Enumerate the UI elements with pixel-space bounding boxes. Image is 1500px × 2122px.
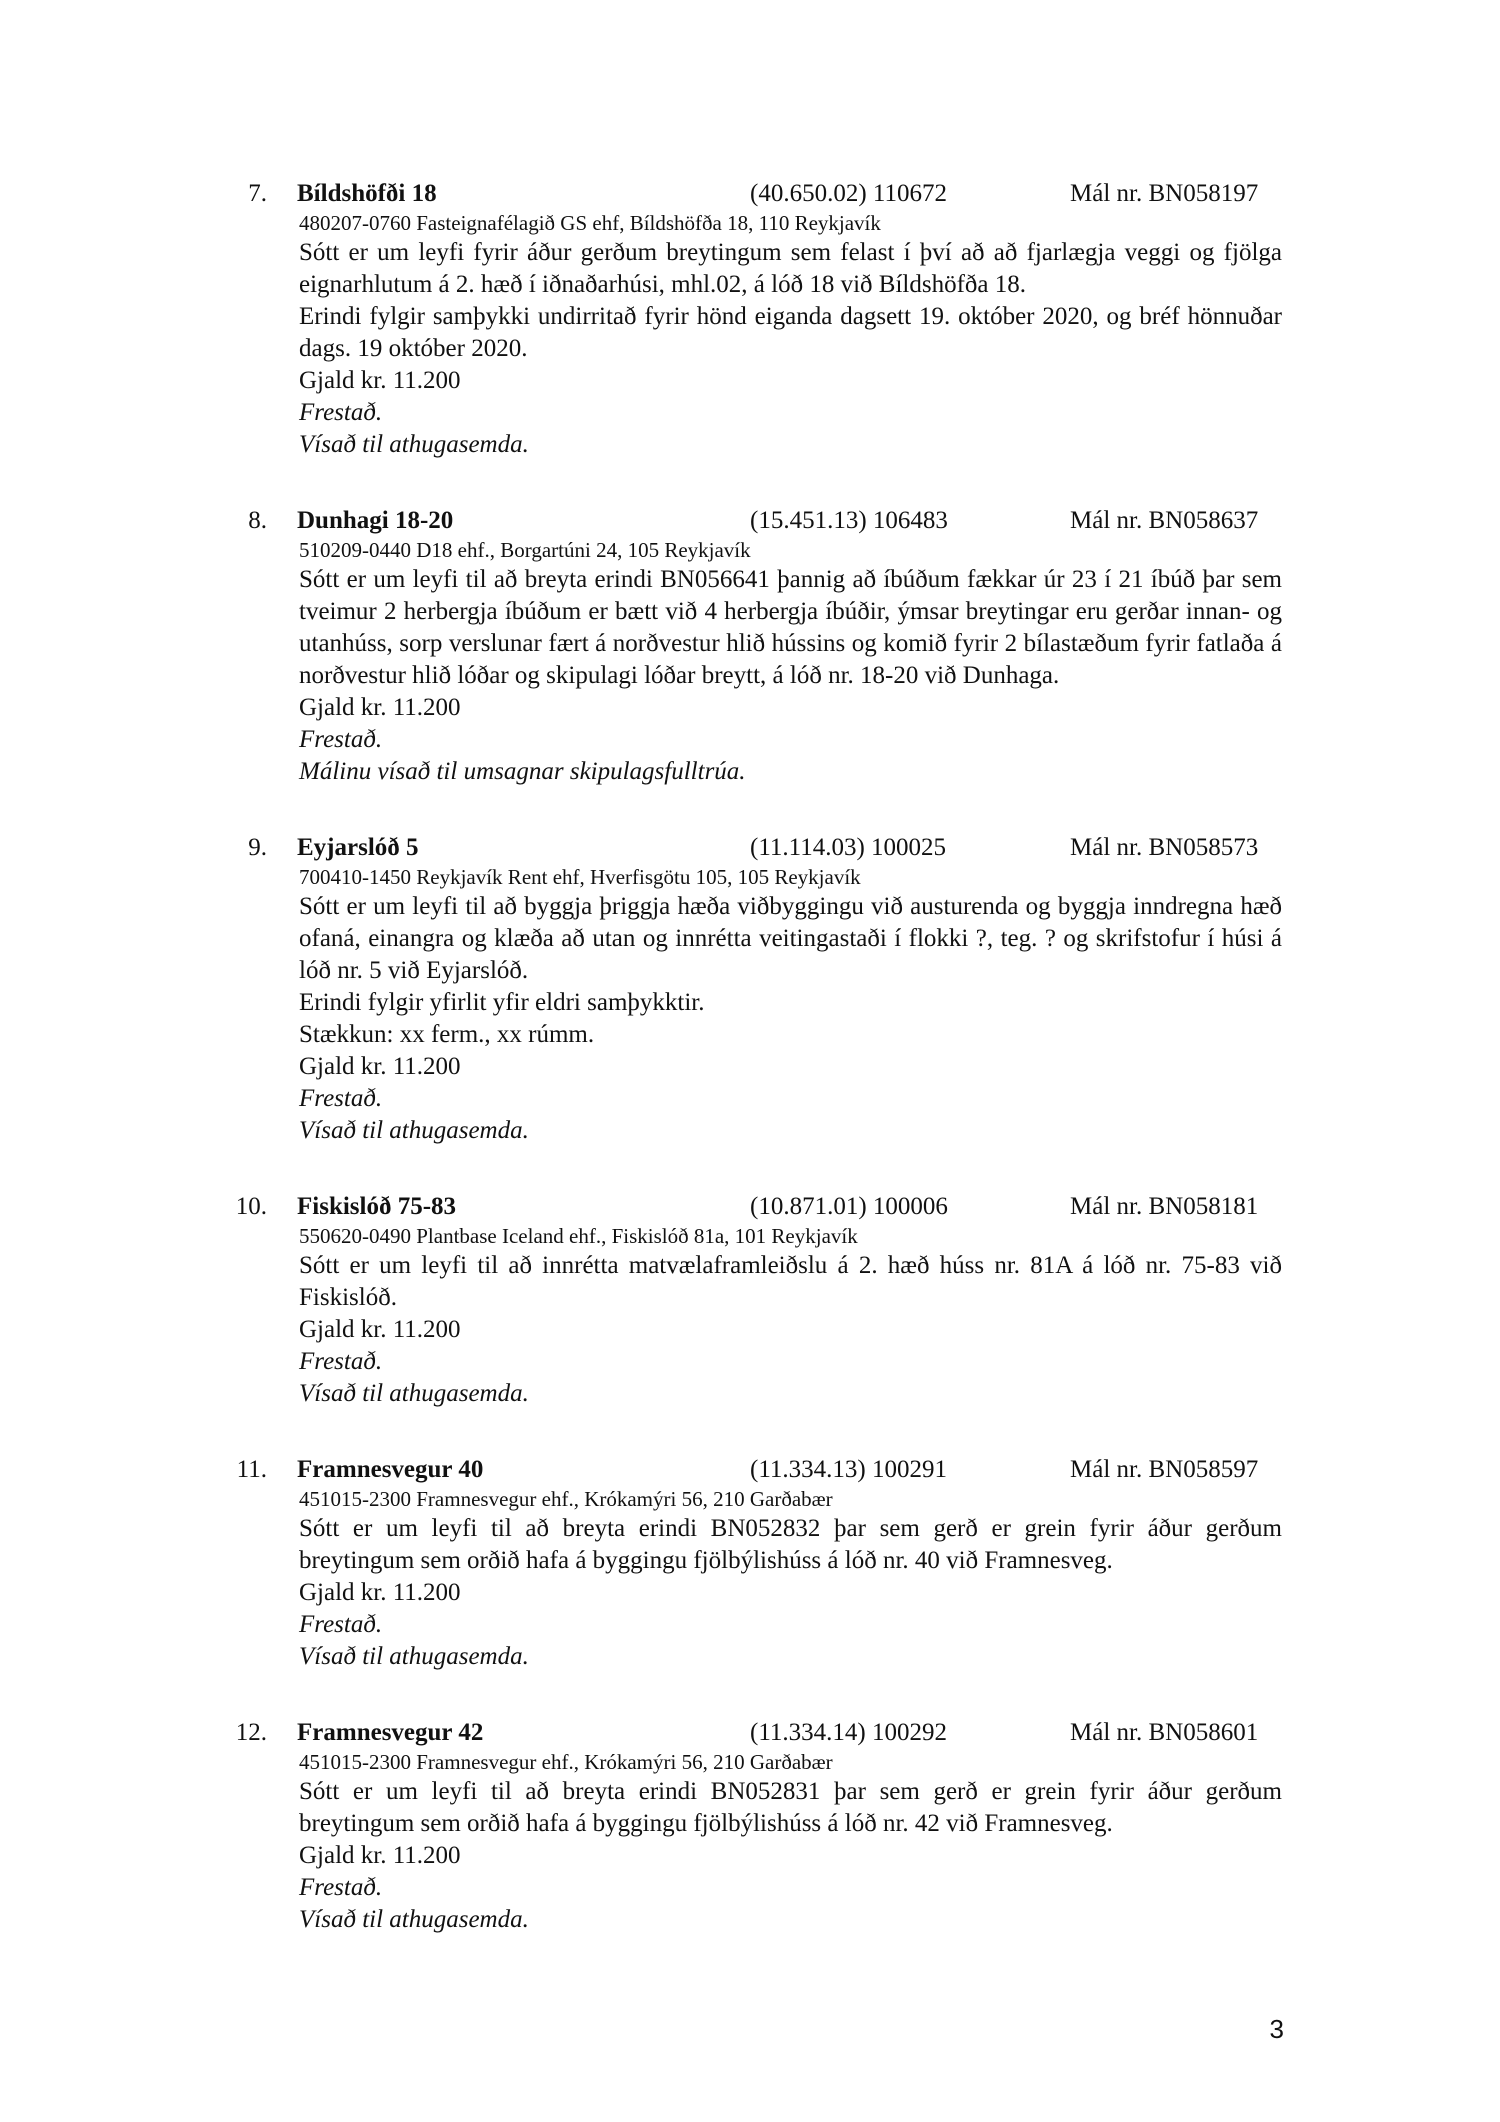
fee: Gjald kr. 11.200 [299,1053,461,1080]
item-reference: (15.451.13) 106483 [750,507,948,534]
case-number: Mál nr. BN058597 [1070,1456,1259,1483]
item-body [299,1513,1282,1673]
item-body [299,237,1282,461]
item-title: Eyjarslóð 5 [297,834,419,861]
item-header [0,178,1500,210]
applicant: 451015-2300 Framnesvegur ehf., Krókamýri 56, 210 Garðabær [299,1750,833,1774]
status: Frestað. [299,1085,383,1112]
item-number: 9. [248,834,267,861]
decision-note: Vísað til athugasemda. [299,1643,529,1670]
item-reference: (11.334.14) 100292 [750,1719,947,1746]
status: Frestað. [299,1874,383,1901]
description: Sótt er um leyfi til að breyta erindi BN052831 þar sem gerð er grein fyrir áður gerðum breytingum sem orðið hafa á byggingu fjölbýlishúss á lóð nr. 42 við Framnesveg. [299,1778,1282,1837]
item-title: Framnesvegur 40 [297,1456,484,1483]
decision-note: Vísað til athugasemda. [299,1906,529,1933]
item-header [0,1454,1500,1486]
agenda-item [0,832,1500,1147]
decision-note: Vísað til athugasemda. [299,1117,529,1144]
item-number: 8. [248,507,267,534]
item-title: Bíldshöfði 18 [297,180,437,207]
item-header [0,1191,1500,1223]
extra-note: Erindi fylgir samþykki undirritað fyrir hönd eiganda dagsett 19. október 2020, og bréf hönnuðar dags. 19 október 2020. [299,303,1282,362]
case-number: Mál nr. BN058197 [1070,180,1259,207]
fee: Gjald kr. 11.200 [299,1579,461,1606]
item-header [0,832,1500,864]
page-number: 3 [1269,2014,1284,2044]
item-title: Fiskislóð 75-83 [297,1193,457,1220]
agenda-item [0,1191,1500,1410]
item-header [0,505,1500,537]
item-body [299,891,1282,1147]
item-number: 12. [235,1719,267,1746]
agenda-item [0,1717,1500,1936]
item-header [0,1717,1500,1749]
extra-note: Stækkun: xx ferm., xx rúmm. [299,1021,595,1048]
status: Frestað. [299,1348,383,1375]
case-number: Mál nr. BN058601 [1070,1719,1259,1746]
applicant: 480207-0760 Fasteignafélagið GS ehf, Bíldshöfða 18, 110 Reykjavík [299,211,881,235]
item-reference: (10.871.01) 100006 [750,1193,948,1220]
agenda-item [0,178,1500,461]
decision-note: Málinu vísað til umsagnar skipulagsfulltrúa. [299,758,746,785]
item-body [299,1776,1282,1936]
case-number: Mál nr. BN058181 [1070,1193,1259,1220]
extra-note: Erindi fylgir yfirlit yfir eldri samþykktir. [299,989,705,1016]
item-title: Dunhagi 18-20 [297,507,454,534]
description: Sótt er um leyfi til að breyta erindi BN052832 þar sem gerð er grein fyrir áður gerðum breytingum sem orðið hafa á byggingu fjölbýlishúss á lóð nr. 40 við Framnesveg. [299,1515,1282,1574]
item-body [299,1250,1282,1410]
item-number: 11. [236,1456,267,1483]
applicant: 700410-1450 Reykjavík Rent ehf, Hverfisgötu 105, 105 Reykjavík [299,865,861,889]
fee: Gjald kr. 11.200 [299,694,461,721]
description: Sótt er um leyfi til að byggja þriggja hæða viðbyggingu við austurenda og byggja inndregna hæð ofaná, einangra og klæða að utan og innrétta veitingastaði í flokki ?, teg. ? og skrifstofur í húsi á lóð nr. 5 við Eyjarslóð. [299,893,1282,984]
agenda-item [0,505,1500,788]
item-reference: (11.114.03) 100025 [750,834,947,861]
item-number: 10. [235,1193,267,1220]
item-number: 7. [248,180,267,207]
description: Sótt er um leyfi til að breyta erindi BN056641 þannig að íbúðum fækkar úr 23 í 21 íbúð þar sem tveimur 2 herbergja íbúðum er bætt við 4 herbergja íbúðir, ýmsar breytingar eru gerðar innan- og utanhúss, sorp verslunar fært á norðvestur hlið hússins og komið fyrir 2 bílastæðum fyrir fatlaða á norðvestur hlið lóðar og skipulagi lóðar breytt, á lóð nr. 18-20 við Dunhaga. [299,566,1282,689]
item-title: Framnesvegur 42 [297,1719,484,1746]
description: Sótt er um leyfi fyrir áður gerðum breytingum sem felast í því að að fjarlægja veggi og fjölga eignarhlutum á 2. hæð í iðnaðarhúsi, mhl.02, á lóð 18 við Bíldshöfða 18. [299,239,1282,298]
agenda-item [0,1454,1500,1673]
document-body [0,178,1500,1980]
applicant: 451015-2300 Framnesvegur ehf., Krókamýri 56, 210 Garðabær [299,1487,833,1511]
case-number: Mál nr. BN058573 [1070,834,1259,861]
applicant: 510209-0440 D18 ehf., Borgartúni 24, 105 Reykjavík [299,538,751,562]
status: Frestað. [299,726,383,753]
decision-note: Vísað til athugasemda. [299,431,529,458]
applicant: 550620-0490 Plantbase Iceland ehf., Fiskislóð 81a, 101 Reykjavík [299,1224,858,1248]
decision-note: Vísað til athugasemda. [299,1380,529,1407]
fee: Gjald kr. 11.200 [299,1316,461,1343]
case-number: Mál nr. BN058637 [1070,507,1259,534]
fee: Gjald kr. 11.200 [299,367,461,394]
fee: Gjald kr. 11.200 [299,1842,461,1869]
item-body [299,564,1282,788]
status: Frestað. [299,399,383,426]
description: Sótt er um leyfi til að innrétta matvælaframleiðslu á 2. hæð húss nr. 81A á lóð nr. 75-83 við Fiskislóð. [299,1252,1282,1311]
item-reference: (40.650.02) 110672 [750,180,947,207]
item-reference: (11.334.13) 100291 [750,1456,947,1483]
status: Frestað. [299,1611,383,1638]
